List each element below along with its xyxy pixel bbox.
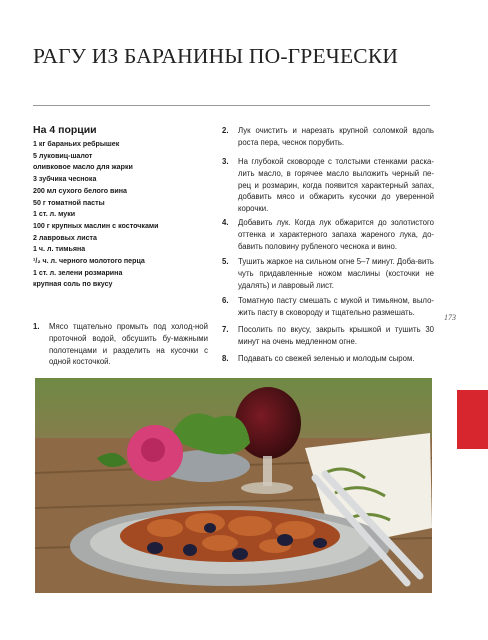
ingredient-item: 200 мл сухого белого вина (33, 186, 127, 195)
step-number: 3. (222, 157, 229, 166)
ingredients-block (33, 124, 218, 291)
recipe-title: РАГУ ИЗ БАРАНИНЫ ПО-ГРЕЧЕСКИ (33, 44, 399, 68)
ingredient-item: 1 ст. л. зелени розмарина (33, 268, 123, 277)
ingredient-item: 1 ст. л. муки (33, 210, 76, 219)
step-7 (222, 324, 434, 348)
chapter-tab (457, 390, 488, 449)
ingredient-item: 1 кг бараньих ребрышек (33, 140, 120, 148)
step-number: 8. (222, 354, 229, 363)
step-number: 1. (33, 322, 40, 331)
step-4 (222, 217, 434, 252)
step-text: Мясо тщательно промыть под холод-ной проточной водой, обсушить бу-мажными полотенцами и разделить на кусочки с одной косточкой. (49, 322, 208, 367)
step-text: Лук очистить и нарезать крупной соломкой вдоль роста пера, чеснок порубить. (238, 126, 434, 147)
page-number: 173 (444, 313, 456, 322)
ingredient-item: 3 зубчика чеснока (33, 175, 97, 184)
ingredient-item: 1 ч. л. тимьяна (33, 245, 86, 254)
step-text: На глубокой сковороде с толстыми стенками раска-лить масло, в горячее масло выложить черный пе-рец и розмарин, когда появится характерный запах, добавить мясо и обжарить кусочки до уверенной корочки. (238, 157, 434, 214)
step-text: Добавить лук. Когда лук обжарится до золотистого оттенка и характерного запаха жареного лука, до-бавить половину рубленого чеснока и вино. (238, 218, 434, 251)
servings-heading: На 4 порции (33, 124, 97, 136)
ingredient-item: 50 г томатной пасты (33, 198, 105, 207)
ingredient-item: 5 луковиц-шалот (33, 151, 93, 160)
step-number: 4. (222, 218, 229, 227)
ingredient-item: 100 г крупных маслин с косточками (33, 221, 159, 230)
step-text: Посолить по вкусу, закрыть крышкой и тушить 30 минут на очень медленном огне. (238, 325, 434, 346)
ingredient-item: ¹/₂ ч. л. черного молотого перца (33, 257, 145, 266)
step-number: 6. (222, 296, 229, 305)
wine-glass (235, 387, 301, 459)
step-text: Подавать со свежей зеленью и молодым сыром. (238, 354, 415, 363)
step-3 (222, 156, 434, 215)
step-number: 7. (222, 325, 229, 334)
ingredient-item: крупная соль по вкусу (33, 280, 113, 289)
step-1 (33, 321, 208, 368)
step-number: 2. (222, 126, 229, 135)
dish-photo (35, 378, 432, 593)
step-number: 5. (222, 257, 229, 266)
step-5 (222, 256, 434, 291)
step-2 (222, 125, 434, 149)
step-8 (222, 353, 434, 365)
step-text: Тушить жаркое на сильном огне 5–7 минут. Доба-вить чуть придавленные ножом маслины (косточки не удалять) и лавровый лист. (238, 257, 434, 290)
title-rule (33, 105, 430, 106)
ingredient-item: 2 лавровых листа (33, 233, 97, 242)
step-6 (222, 295, 434, 319)
step-text: Томатную пасту смешать с мукой и тимьяном, выло-жить пасту в сковороду и тщательно размешать. (238, 296, 434, 317)
ingredient-item: оливковое масло для жарки (33, 163, 133, 172)
